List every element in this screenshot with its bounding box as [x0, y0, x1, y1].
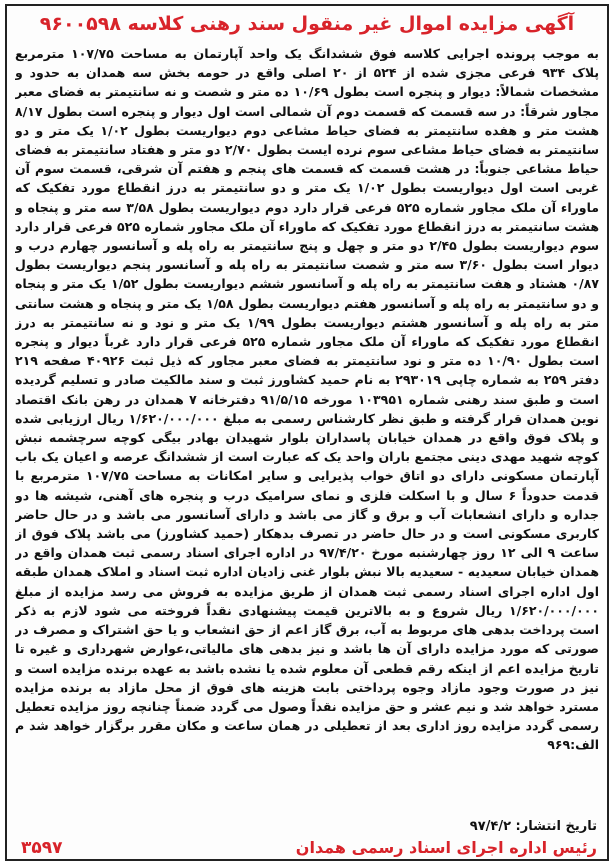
signature: رئیس اداره اجرای اسناد رسمی همدان — [295, 838, 597, 857]
auction-notice — [5, 4, 609, 861]
publish-date: تاریخ انتشار: ۹۷/۴/۲ — [469, 819, 597, 834]
notice-title: آگهی مزایده اموال غیر منقول سند رهنی کلاسه ۹۶۰۰۵۹۸ — [39, 13, 575, 35]
notice-code: ۳۵۹۷ — [21, 838, 63, 858]
notice-body: به موجب پرونده اجرایی کلاسه فوق ششدانگ یک واحد آپارتمان به مساحت ۱۰۷/۷۵ مترمربع پلاک ۹۳۴ فرعی مجزی شده از ۵۲۴ از ۲۰ اصلی واقع در حومه بخش سه همدان به حدود و مشخصات شمالاً: دیوار و پنجره است بطول ۱۰/۶۹ ده متر و شصت و نه سانتیمتر به فضای معبر مجاور شرقاً: در سه قسمت که قسمت دوم آن شمالی است اول دیوار و پنجره است بطول ۸/۱۷ هشت متر و هفده سانتیمتر به فضای حیاط مشاعی دوم دیواریست بطول ۱/۰۲ یک متر و دو سانتیمتر به فضای حیاط مشاعی سوم نرده ایست بطول ۲/۷۰ دو متر و هفتاد سانتیمتر به فضای حیاط مشاعی جنوباً: در هشت قسمت که قسمت های پنجم و هفتم آن شرقی، قسمت سوم آن غربی است اول دیواریست بطول ۱/۰۲ یک متر و دو سانتیمتر به درز انقطاع مورد تفکیک که ماوراء آن ملک مجاور شماره ۵۲۵ فرعی قرار دارد دوم دیواریست بطول ۳/۵۸ سه متر و پنجاه و هشت سانتیمتر به درز انقطاع مورد تفکیک که ماوراء آن ملک مجاور شماره ۵۲۵ فرعی قرار دارد سوم دیواریست بطول ۲/۴۵ دو متر و چهل و پنج سانتیمتر به راه پله و آسانسور چهارم درب و دیوار است بطول ۳/۶۰ سه متر و شصت سانتیمتر به راه پله و آسانسور پنجم دیواریست بطول ۰/۸۷ هشتاد و هفت سانتیمتر به راه پله و آسانسور ششم دیواریست بطول ۱/۵۲ یک متر و پنجاه و دو سانتیمتر به راه پله و آسانسور هفتم دیواریست بطول ۱/۵۸ یک متر و پنجاه و هشت سانتی متر به راه پله و آسانسور هشتم دیواریست بطول ۱/۹۹ یک متر و نود و نه سانتیمتر به درز انقطاع مورد تفکیک که ماوراء آن ملک مجاور شماره ۵۲۵ فرعی قرار دارد غرباً دیوار و پنجره است بطول ۱۰/۹۰ ده متر و نود سانتیمتر به فضای معبر مجاور که ذیل ثبت ۴۰۹۲۶ صفحه ۲۱۹ دفتر ۲۵۹ به شماره چاپی ۲۹۳۰۱۹ به نام حمید کشاورز ثبت و سند مالکیت صادر و تسلیم گردیده است و طبق سند رهنی شماره ۱۰۳۹۵۱ مورخه ۹۱/۵/۱۵ دفترخانه ۷ همدان در رهن بانک اقتصاد نوین همدان قرار گرفته و طبق نظر کارشناس رسمی به مبلغ ۱/۶۲۰/۰۰۰/۰۰۰ ریال ارزیابی شده و پلاک فوق واقع در همدان خیابان پاسداران بلوار شهیدان بهادر بیگی کوچه سرچشمه نبش کوچه شهید مهدی دینی مجتمع باران واحد یک که عبارت است از ششدانگ عرصه و اعیان یک باب آپارتمان مسکونی دارای دو اتاق خواب پذیرایی و سایر امکانات به مساحت ۱۰۷/۷۵ مترمربع با قدمت حدوداً ۶ سال و با اسکلت فلزی و نمای سرامیک درب و پنجره های آهنی، شیشه ها دو جداره و دارای انشعابات آب و برق و گاز می باشد و دارای آسانسور می باشد و در حال حاضر کاربری مسکونی است و در حال حاضر در تصرف بدهکار (حمید کشاورز) می باشد پلاک فوق از ساعت ۹ الی ۱۲ روز چهارشنبه مورخ ۹۷/۴/۲۰ در اداره اجرای اسناد رسمی ثبت همدان واقع در همدان خیابان سعیدیه - سعیدیه بالا نبش بلوار غنی زادیان اداره ثبت اسناد و املاک همدان طبقه اول اداره اجرای اسناد رسمی ثبت همدان از طریق مزایده به فروش می رسد مزایده از مبلغ ۱/۶۲۰/۰۰۰/۰۰۰ ریال شروع و به بالاترین قیمت پیشنهادی نقداً فروخته می شود لازم به ذکر است پرداخت بدهی های مربوط به آب، برق گاز اعم از حق انشعاب و یا حق اشتراک و مصرف در صورتی که مورد مزایده دارای آن ها باشد و نیز بدهی های مالیاتی،عوارض شهرداری و غیره تا تاریخ مزایده اعم از اینکه رقم قطعی آن معلوم شده یا نشده باشد به عهده برنده مزایده است و نیز در صورت وجود مازاد وجوه پرداختی بابت هزینه های فوق از محل مازاد به برنده مزایده مسترد خواهد شد و نیم عشر و حق مزایده نقداً وصول می گردد ضمناً چنانچه روز مزایده تعطیل رسمی گردد مزایده روز اداری بعد از تعطیلی در همان ساعت و مکان مقرر برگزار خواهد شد م الف:۹۶۹ — [15, 46, 599, 753]
